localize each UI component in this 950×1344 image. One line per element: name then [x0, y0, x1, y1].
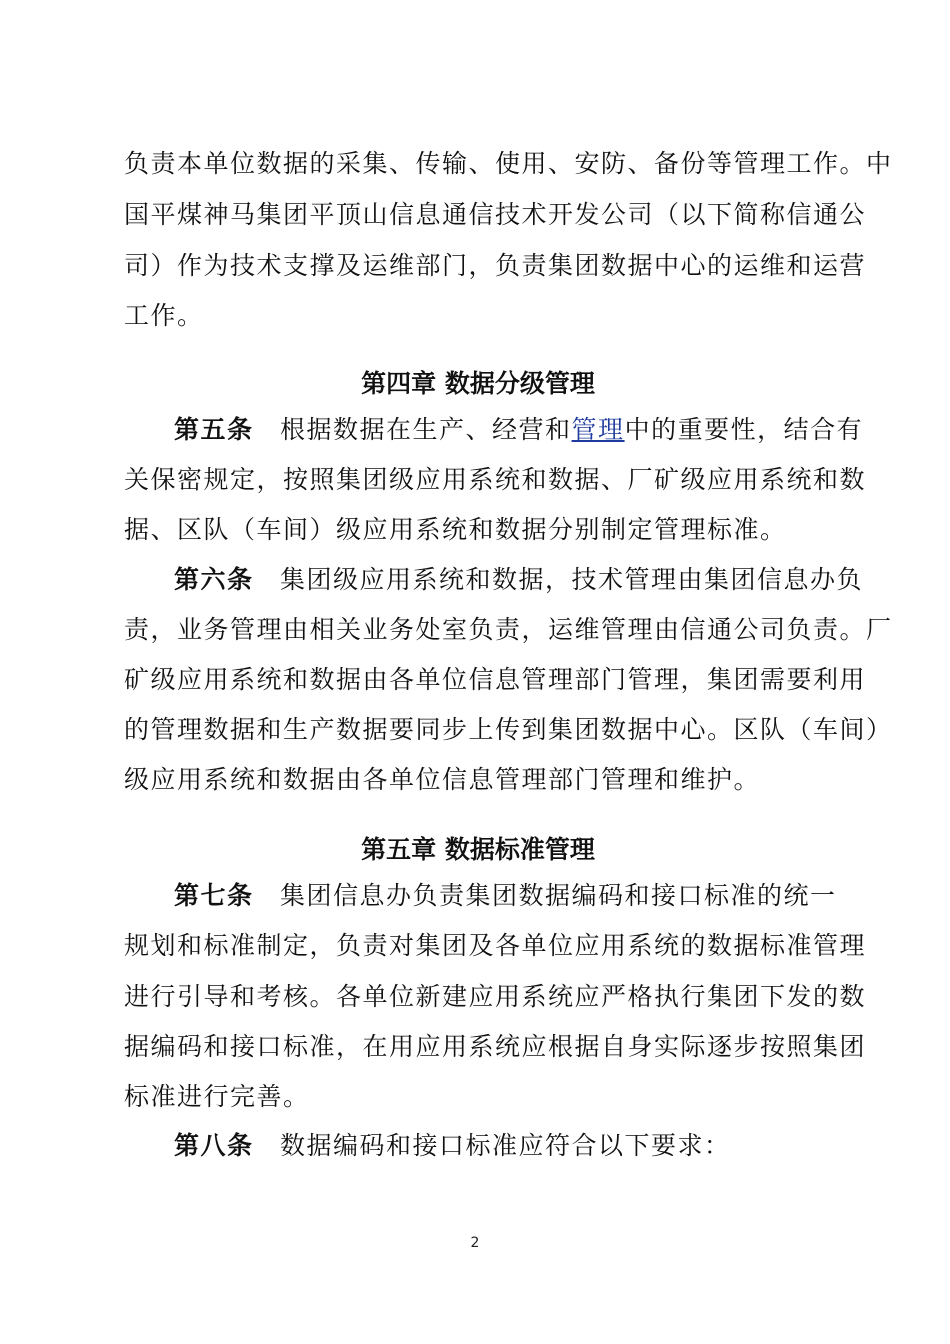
article-5-label: 第五条: [174, 415, 254, 444]
article-7-line-2: 规划和标准制定，负责对集团及各单位应用系统的数据标准管理: [124, 931, 867, 960]
article-5-line-3: 据、区队（车间）级应用系统和数据分别制定管理标准。: [124, 515, 787, 544]
article-5-line-2: 关保密规定，按照集团级应用系统和数据、厂矿级应用系统和数: [124, 465, 867, 494]
article-6-line-4: 的管理数据和生产数据要同步上传到集团数据中心。区队（车间）: [124, 715, 893, 744]
article-7-text: 集团信息办负责集团数据编码和接口标准的统一: [280, 881, 837, 910]
article-7-line-3: 进行引导和考核。各单位新建应用系统应严格执行集团下发的数: [124, 982, 867, 1011]
intro-line-4: 工作。: [124, 301, 204, 330]
article-7-line-5: 标准进行完善。: [124, 1082, 310, 1111]
article-7-label: 第七条: [174, 881, 254, 910]
intro-line-2: 国平煤神马集团平顶山信息通信技术开发公司（以下简称信通公: [124, 200, 867, 229]
chapter-5-title: 第五章 数据标准管理: [361, 835, 595, 864]
article-5-text-b: 中的重要性，结合有: [624, 415, 864, 444]
intro-line-1: 负责本单位数据的采集、传输、使用、安防、备份等管理工作。中: [124, 149, 893, 178]
article-8-first-line: [174, 1130, 832, 1162]
article-8-label: 第八条: [174, 1131, 254, 1160]
article-6-text: 集团级应用系统和数据，技术管理由集团信息办负: [280, 565, 864, 594]
management-link[interactable]: 管理: [571, 415, 625, 444]
article-7-line-4: 据编码和接口标准，在用应用系统应根据自身实际逐步按照集团: [124, 1032, 867, 1061]
article-6-line-2: 责，业务管理由相关业务处室负责，运维管理由信通公司负责。厂: [124, 615, 893, 644]
article-6-line-5: 级应用系统和数据由各单位信息管理部门管理和维护。: [124, 765, 761, 794]
article-6-label: 第六条: [174, 565, 254, 594]
article-5-first-line: [174, 414, 864, 446]
page-number: 2: [470, 1235, 480, 1251]
article-8-text: 数据编码和接口标准应符合以下要求：: [280, 1131, 731, 1160]
article-7-first-line: [174, 880, 837, 912]
intro-line-3: 司）作为技术支撑及运维部门，负责集团数据中心的运维和运营: [124, 251, 867, 280]
article-6-first-line: [174, 564, 864, 596]
article-5-text-a: 根据数据在生产、经营和: [280, 415, 572, 444]
article-6-line-3: 矿级应用系统和数据由各单位信息管理部门管理，集团需要利用: [124, 665, 867, 694]
chapter-4-title: 第四章 数据分级管理: [361, 369, 595, 398]
